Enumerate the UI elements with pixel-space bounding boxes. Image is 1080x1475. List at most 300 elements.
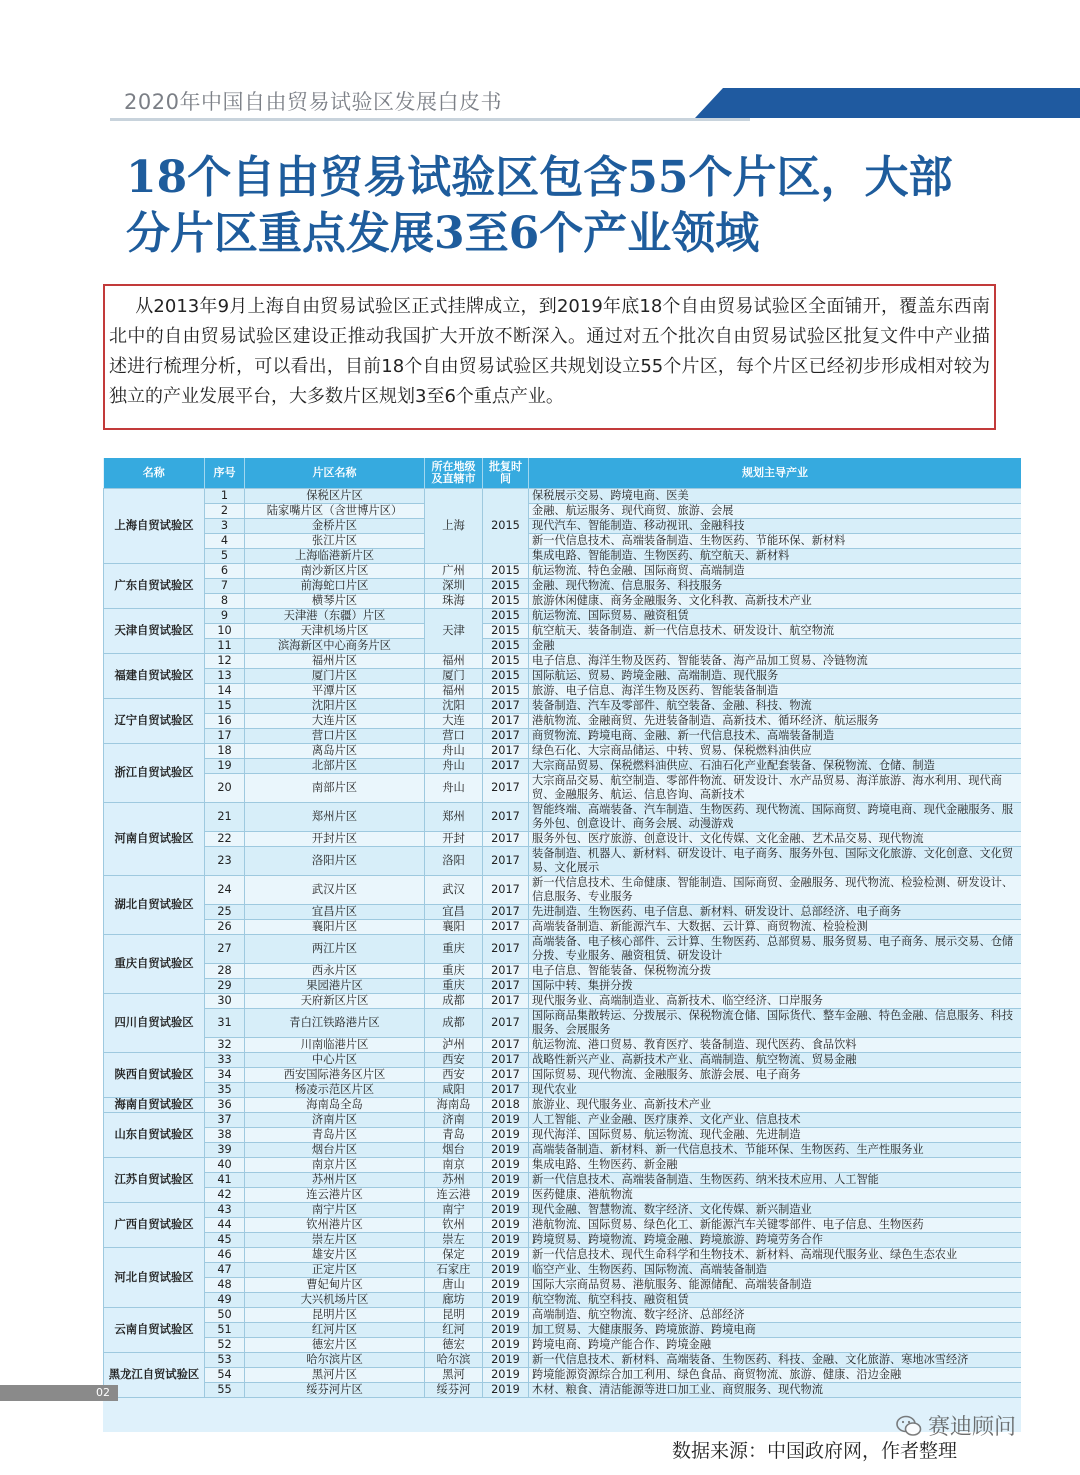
approval-year-cell: 2017	[483, 1038, 529, 1053]
area-index-cell: 33	[205, 1053, 245, 1068]
approval-year-cell: 2017	[483, 729, 529, 744]
city-cell: 重庆	[425, 935, 483, 964]
approval-year-cell: 2019	[483, 1248, 529, 1263]
approval-year-cell: 2019	[483, 1233, 529, 1248]
industries-cell: 金融、现代物流、信息服务、科技服务	[529, 579, 1022, 594]
table-row	[104, 1338, 1022, 1353]
table-row	[104, 1383, 1022, 1398]
zone-name-cell: 山东自贸试验区	[104, 1113, 205, 1158]
city-cell: 崇左	[425, 1233, 483, 1248]
table-row	[104, 1308, 1022, 1323]
industries-cell: 港航物流、国际贸易、绿色化工、新能源汽车关键零部件、电子信息、生物医药	[529, 1218, 1022, 1233]
city-cell: 洛阳	[425, 847, 483, 876]
approval-year-cell: 2019	[483, 1218, 529, 1233]
table-row	[104, 1203, 1022, 1218]
industries-cell: 智能终端、高端装备、汽车制造、生物医药、现代物流、国际商贸、跨境电商、现代金融服务、服务外包、创意设计、商务会展、动漫游戏	[529, 803, 1022, 832]
area-name-cell: 滨海新区中心商务片区	[245, 639, 425, 654]
area-name-cell: 西安国际港务区片区	[245, 1068, 425, 1083]
city-cell: 重庆	[425, 979, 483, 994]
approval-year-cell: 2017	[483, 714, 529, 729]
area-name-cell: 襄阳片区	[245, 920, 425, 935]
table-row	[104, 876, 1022, 905]
area-index-cell: 52	[205, 1338, 245, 1353]
header-area-name: 片区名称	[245, 458, 425, 489]
area-name-cell: 南沙新区片区	[245, 564, 425, 579]
table-row	[104, 1038, 1022, 1053]
approval-year-cell: 2019	[483, 1323, 529, 1338]
industries-cell: 国际大宗商品贸易、港航服务、能源储配、高端装备制造	[529, 1278, 1022, 1293]
area-index-cell: 11	[205, 639, 245, 654]
approval-year-cell: 2019	[483, 1293, 529, 1308]
city-cell: 哈尔滨	[425, 1353, 483, 1368]
table-row	[104, 624, 1022, 639]
table-row	[104, 654, 1022, 669]
city-cell: 天津	[425, 609, 483, 654]
header-approval-year: 批复时间	[483, 458, 529, 489]
area-index-cell: 45	[205, 1233, 245, 1248]
table-row	[104, 1323, 1022, 1338]
industries-cell: 医药健康、港航物流	[529, 1188, 1022, 1203]
header-rule	[110, 118, 750, 121]
table-row	[104, 564, 1022, 579]
table-row	[104, 1009, 1022, 1038]
header-index: 序号	[205, 458, 245, 489]
area-name-cell: 天津机场片区	[245, 624, 425, 639]
approval-year-cell: 2019	[483, 1263, 529, 1278]
city-cell: 廊坊	[425, 1293, 483, 1308]
industries-cell: 国际商品集散转运、分拨展示、保税物流仓储、国际货代、整车金融、特色金融、信息服务、科技服务、会展服务	[529, 1009, 1022, 1038]
industries-cell: 国际航运、贸易、跨境金融、高端制造、现代服务	[529, 669, 1022, 684]
industries-cell: 电子信息、智能装备、保税物流分拨	[529, 964, 1022, 979]
area-index-cell: 6	[205, 564, 245, 579]
table-row	[104, 1113, 1022, 1128]
approval-year-cell: 2017	[483, 1053, 529, 1068]
area-index-cell: 44	[205, 1218, 245, 1233]
area-index-cell: 20	[205, 774, 245, 803]
area-index-cell: 34	[205, 1068, 245, 1083]
area-name-cell: 离岛片区	[245, 744, 425, 759]
city-cell: 福州	[425, 684, 483, 699]
city-cell: 营口	[425, 729, 483, 744]
area-index-cell: 54	[205, 1368, 245, 1383]
table-row	[104, 519, 1022, 534]
city-cell: 成都	[425, 994, 483, 1009]
area-index-cell: 18	[205, 744, 245, 759]
area-name-cell: 德宏片区	[245, 1338, 425, 1353]
city-cell: 福州	[425, 654, 483, 669]
area-name-cell: 宜昌片区	[245, 905, 425, 920]
approval-year-cell: 2015	[483, 489, 529, 564]
zone-name-cell: 天津自贸试验区	[104, 609, 205, 654]
header-industries: 规划主导产业	[529, 458, 1022, 489]
table-row	[104, 1263, 1022, 1278]
approval-year-cell: 2019	[483, 1338, 529, 1353]
title-line-1: 18个自由贸易试验区包含55个片区，大部	[126, 152, 953, 203]
industries-cell: 大宗商品贸易、保税燃料油供应、石油石化产业配套装备、保税物流、仓储、制造	[529, 759, 1022, 774]
approval-year-cell: 2019	[483, 1353, 529, 1368]
table-row	[104, 684, 1022, 699]
table-row	[104, 920, 1022, 935]
area-name-cell: 横琴片区	[245, 594, 425, 609]
industries-cell: 集成电路、智能制造、生物医药、航空航天、新材料	[529, 549, 1022, 564]
ftz-table	[103, 458, 1021, 1398]
area-index-cell: 4	[205, 534, 245, 549]
city-cell: 保定	[425, 1248, 483, 1263]
approval-year-cell: 2015	[483, 684, 529, 699]
city-cell: 沈阳	[425, 699, 483, 714]
city-cell: 黑河	[425, 1368, 483, 1383]
industries-cell: 金融	[529, 639, 1022, 654]
table-row	[104, 964, 1022, 979]
approval-year-cell: 2015	[483, 624, 529, 639]
area-index-cell: 31	[205, 1009, 245, 1038]
table-row	[104, 847, 1022, 876]
approval-year-cell: 2019	[483, 1158, 529, 1173]
zone-name-cell: 重庆自贸试验区	[104, 935, 205, 994]
approval-year-cell: 2019	[483, 1128, 529, 1143]
area-index-cell: 16	[205, 714, 245, 729]
area-name-cell: 青白江铁路港片区	[245, 1009, 425, 1038]
area-index-cell: 30	[205, 994, 245, 1009]
city-cell: 南京	[425, 1158, 483, 1173]
area-index-cell: 47	[205, 1263, 245, 1278]
area-name-cell: 崇左片区	[245, 1233, 425, 1248]
city-cell: 昆明	[425, 1308, 483, 1323]
approval-year-cell: 2017	[483, 979, 529, 994]
area-index-cell: 35	[205, 1083, 245, 1098]
table-row	[104, 729, 1022, 744]
area-index-cell: 19	[205, 759, 245, 774]
area-index-cell: 9	[205, 609, 245, 624]
table-row	[104, 1098, 1022, 1113]
industries-cell: 高端装备制造、新材料、新一代信息技术、节能环保、生物医药、生产性服务业	[529, 1143, 1022, 1158]
city-cell: 宜昌	[425, 905, 483, 920]
area-name-cell: 天府新区片区	[245, 994, 425, 1009]
zone-name-cell: 湖北自贸试验区	[104, 876, 205, 935]
table-row	[104, 1128, 1022, 1143]
title-line-2: 分片区重点发展3至6个产业领域	[126, 208, 760, 259]
approval-year-cell: 2015	[483, 609, 529, 624]
industries-cell: 商贸物流、跨境电商、金融、新一代信息技术、高端装备制造	[529, 729, 1022, 744]
area-name-cell: 厦门片区	[245, 669, 425, 684]
table-row	[104, 803, 1022, 832]
table-row	[104, 744, 1022, 759]
approval-year-cell: 2017	[483, 1009, 529, 1038]
approval-year-cell: 2017	[483, 905, 529, 920]
approval-year-cell: 2019	[483, 1278, 529, 1293]
area-name-cell: 川南临港片区	[245, 1038, 425, 1053]
ftz-table-container	[103, 458, 1021, 1432]
approval-year-cell: 2017	[483, 699, 529, 714]
zone-name-cell: 四川自贸试验区	[104, 994, 205, 1053]
area-index-cell: 43	[205, 1203, 245, 1218]
industries-cell: 跨境贸易、跨境物流、跨境金融、跨境旅游、跨境劳务合作	[529, 1233, 1022, 1248]
table-row	[104, 534, 1022, 549]
area-name-cell: 杨凌示范区片区	[245, 1083, 425, 1098]
city-cell: 武汉	[425, 876, 483, 905]
area-name-cell: 绥芬河片区	[245, 1383, 425, 1398]
industries-cell: 航运物流、国际贸易、融资租赁	[529, 609, 1022, 624]
table-row	[104, 609, 1022, 624]
table-row	[104, 979, 1022, 994]
approval-year-cell: 2019	[483, 1308, 529, 1323]
area-index-cell: 46	[205, 1248, 245, 1263]
area-index-cell: 8	[205, 594, 245, 609]
zone-name-cell: 黑龙江自贸试验区	[104, 1353, 205, 1398]
area-name-cell: 上海临港新片区	[245, 549, 425, 564]
area-name-cell: 哈尔滨片区	[245, 1353, 425, 1368]
area-index-cell: 53	[205, 1353, 245, 1368]
approval-year-cell: 2017	[483, 744, 529, 759]
table-row	[104, 905, 1022, 920]
table-row	[104, 639, 1022, 654]
area-name-cell: 黑河片区	[245, 1368, 425, 1383]
area-name-cell: 昆明片区	[245, 1308, 425, 1323]
area-index-cell: 29	[205, 979, 245, 994]
industries-cell: 高端装备、电子核心部件、云计算、生物医药、总部贸易、服务贸易、电子商务、展示交易、仓储分拨、专业服务、融资租赁、研发设计	[529, 935, 1022, 964]
area-index-cell: 49	[205, 1293, 245, 1308]
approval-year-cell: 2019	[483, 1173, 529, 1188]
page-title	[126, 150, 976, 262]
area-name-cell: 中心片区	[245, 1053, 425, 1068]
area-index-cell: 21	[205, 803, 245, 832]
area-name-cell: 保税区片区	[245, 489, 425, 504]
zone-name-cell: 云南自贸试验区	[104, 1308, 205, 1353]
area-name-cell: 金桥片区	[245, 519, 425, 534]
area-index-cell: 28	[205, 964, 245, 979]
table-row	[104, 714, 1022, 729]
table-row	[104, 759, 1022, 774]
area-name-cell: 西永片区	[245, 964, 425, 979]
document-header-title: 2020年中国自由贸易试验区发展白皮书	[124, 90, 502, 114]
area-index-cell: 38	[205, 1128, 245, 1143]
city-cell: 烟台	[425, 1143, 483, 1158]
industries-cell: 加工贸易、大健康服务、跨境旅游、跨境电商	[529, 1323, 1022, 1338]
area-name-cell: 雄安片区	[245, 1248, 425, 1263]
city-cell: 厦门	[425, 669, 483, 684]
area-name-cell: 北部片区	[245, 759, 425, 774]
city-cell: 上海	[425, 489, 483, 564]
city-cell: 成都	[425, 1009, 483, 1038]
area-index-cell: 10	[205, 624, 245, 639]
area-name-cell: 曹妃甸片区	[245, 1278, 425, 1293]
industries-cell: 跨境能源资源综合加工利用、绿色食品、商贸物流、旅游、健康、沿边金融	[529, 1368, 1022, 1383]
table-row	[104, 1173, 1022, 1188]
industries-cell: 金融、航运服务、现代商贸、旅游、会展	[529, 504, 1022, 519]
zone-name-cell: 辽宁自贸试验区	[104, 699, 205, 744]
industries-cell: 港航物流、金融商贸、先进装备制造、高新技术、循环经济、航运服务	[529, 714, 1022, 729]
zone-name-cell: 福建自贸试验区	[104, 654, 205, 699]
industries-cell: 现代海洋、国际贸易、航运物流、现代金融、先进制造	[529, 1128, 1022, 1143]
table-row	[104, 935, 1022, 964]
area-name-cell: 连云港片区	[245, 1188, 425, 1203]
approval-year-cell: 2017	[483, 774, 529, 803]
approval-year-cell: 2017	[483, 1083, 529, 1098]
table-row	[104, 994, 1022, 1009]
area-index-cell: 13	[205, 669, 245, 684]
city-cell: 广州	[425, 564, 483, 579]
industries-cell: 新一代信息技术、新材料、高端装备、生物医药、科技、金融、文化旅游、寒地冰雪经济	[529, 1353, 1022, 1368]
approval-year-cell: 2019	[483, 1368, 529, 1383]
industries-cell: 战略性新兴产业、高新技术产业、高端制造、航空物流、贸易金融	[529, 1053, 1022, 1068]
area-name-cell: 营口片区	[245, 729, 425, 744]
city-cell: 青岛	[425, 1128, 483, 1143]
industries-cell: 旅游休闲健康、商务金融服务、文化科教、高新技术产业	[529, 594, 1022, 609]
area-name-cell: 平潭片区	[245, 684, 425, 699]
area-index-cell: 41	[205, 1173, 245, 1188]
area-index-cell: 26	[205, 920, 245, 935]
table-row	[104, 504, 1022, 519]
approval-year-cell: 2017	[483, 964, 529, 979]
header-accent-band	[695, 88, 1080, 118]
industries-cell: 装备制造、机器人、新材料、研发设计、电子商务、服务外包、国际文化旅游、文化创意、文化贸易、文化展示	[529, 847, 1022, 876]
industries-cell: 航空航天、装备制造、新一代信息技术、研发设计、航空物流	[529, 624, 1022, 639]
table-row	[104, 1068, 1022, 1083]
city-cell: 泸州	[425, 1038, 483, 1053]
industries-cell: 木材、粮食、清洁能源等进口加工业、商贸服务、现代物流	[529, 1383, 1022, 1398]
industries-cell: 现代服务业、高端制造业、高新技术、临空经济、口岸服务	[529, 994, 1022, 1009]
area-index-cell: 1	[205, 489, 245, 504]
area-index-cell: 55	[205, 1383, 245, 1398]
industries-cell: 绿色石化、大宗商品储运、中转、贸易、保税燃料油供应	[529, 744, 1022, 759]
area-index-cell: 23	[205, 847, 245, 876]
approval-year-cell: 2017	[483, 832, 529, 847]
zone-name-cell: 上海自贸试验区	[104, 489, 205, 564]
watermark-text: 赛迪顾问	[928, 1415, 1017, 1440]
approval-year-cell: 2017	[483, 876, 529, 905]
table-row	[104, 1218, 1022, 1233]
header-city: 所在地级及直辖市	[425, 458, 483, 489]
table-row	[104, 1293, 1022, 1308]
industries-cell: 电子信息、海洋生物及医药、智能装备、海产品加工贸易、冷链物流	[529, 654, 1022, 669]
city-cell: 济南	[425, 1113, 483, 1128]
industries-cell: 航运物流、港口贸易、教育医疗、装备制造、现代医药、食品饮料	[529, 1038, 1022, 1053]
table-row	[104, 1053, 1022, 1068]
area-name-cell: 武汉片区	[245, 876, 425, 905]
area-index-cell: 2	[205, 504, 245, 519]
area-name-cell: 天津港（东疆）片区	[245, 609, 425, 624]
table-row	[104, 699, 1022, 714]
city-cell: 开封	[425, 832, 483, 847]
industries-cell: 高端制造、航空物流、数字经济、总部经济	[529, 1308, 1022, 1323]
industries-cell: 国际贸易、现代物流、金融服务、旅游会展、电子商务	[529, 1068, 1022, 1083]
industries-cell: 航空物流、航空科技、融资租赁	[529, 1293, 1022, 1308]
city-cell: 舟山	[425, 759, 483, 774]
industries-cell: 服务外包、医疗旅游、创意设计、文化传媒、文化金融、艺术品交易、现代物流	[529, 832, 1022, 847]
zone-name-cell: 陕西自贸试验区	[104, 1053, 205, 1098]
area-index-cell: 42	[205, 1188, 245, 1203]
area-index-cell: 22	[205, 832, 245, 847]
industries-cell: 新一代信息技术、高端装备制造、生物医药、纳米技术应用、人工智能	[529, 1173, 1022, 1188]
wechat-icon	[896, 1415, 922, 1437]
city-cell: 襄阳	[425, 920, 483, 935]
approval-year-cell: 2015	[483, 594, 529, 609]
table-row	[104, 579, 1022, 594]
area-index-cell: 48	[205, 1278, 245, 1293]
header-zone-name: 名称	[104, 458, 205, 489]
area-name-cell: 南京片区	[245, 1158, 425, 1173]
area-name-cell: 海南岛全岛	[245, 1098, 425, 1113]
table-row	[104, 774, 1022, 803]
city-cell: 郑州	[425, 803, 483, 832]
table-row	[104, 1233, 1022, 1248]
city-cell: 大连	[425, 714, 483, 729]
area-index-cell: 7	[205, 579, 245, 594]
approval-year-cell: 2017	[483, 994, 529, 1009]
area-name-cell: 福州片区	[245, 654, 425, 669]
city-cell: 唐山	[425, 1278, 483, 1293]
industries-cell: 新一代信息技术、现代生命科学和生物技术、新材料、高端现代服务业、绿色生态农业	[529, 1248, 1022, 1263]
industries-cell: 高端装备制造、新能源汽车、大数据、云计算、商贸物流、检验检测	[529, 920, 1022, 935]
area-name-cell: 钦州港片区	[245, 1218, 425, 1233]
approval-year-cell: 2019	[483, 1383, 529, 1398]
industries-cell: 新一代信息技术、生命健康、智能制造、国际商贸、金融服务、现代物流、检验检测、研发设计、信息服务、专业服务	[529, 876, 1022, 905]
area-index-cell: 39	[205, 1143, 245, 1158]
area-index-cell: 17	[205, 729, 245, 744]
city-cell: 深圳	[425, 579, 483, 594]
intro-paragraph	[103, 284, 996, 430]
data-source-note: 数据来源：中国政府网，作者整理	[672, 1440, 958, 1462]
approval-year-cell: 2017	[483, 1068, 529, 1083]
city-cell: 连云港	[425, 1188, 483, 1203]
zone-name-cell: 海南自贸试验区	[104, 1098, 205, 1113]
city-cell: 海南岛	[425, 1098, 483, 1113]
area-index-cell: 24	[205, 876, 245, 905]
area-name-cell: 苏州片区	[245, 1173, 425, 1188]
city-cell: 舟山	[425, 744, 483, 759]
approval-year-cell: 2017	[483, 803, 529, 832]
area-name-cell: 两江片区	[245, 935, 425, 964]
table-row	[104, 1278, 1022, 1293]
area-name-cell: 张江片区	[245, 534, 425, 549]
industries-cell: 临空产业、生物医药、国际物流、高端装备制造	[529, 1263, 1022, 1278]
industries-cell: 新一代信息技术、高端装备制造、生物医药、节能环保、新材料	[529, 534, 1022, 549]
area-name-cell: 红河片区	[245, 1323, 425, 1338]
approval-year-cell: 2017	[483, 847, 529, 876]
area-index-cell: 14	[205, 684, 245, 699]
industries-cell: 现代汽车、智能制造、移动视讯、金融科技	[529, 519, 1022, 534]
industries-cell: 集成电路、生物医药、新金融	[529, 1158, 1022, 1173]
city-cell: 石家庄	[425, 1263, 483, 1278]
city-cell: 珠海	[425, 594, 483, 609]
approval-year-cell: 2015	[483, 564, 529, 579]
industries-cell: 人工智能、产业金融、医疗康养、文化产业、信息技术	[529, 1113, 1022, 1128]
approval-year-cell: 2015	[483, 669, 529, 684]
area-name-cell: 南部片区	[245, 774, 425, 803]
area-index-cell: 12	[205, 654, 245, 669]
area-name-cell: 开封片区	[245, 832, 425, 847]
approval-year-cell: 2015	[483, 639, 529, 654]
approval-year-cell: 2017	[483, 920, 529, 935]
city-cell: 舟山	[425, 774, 483, 803]
area-index-cell: 36	[205, 1098, 245, 1113]
industries-cell: 国际中转、集拼分拨	[529, 979, 1022, 994]
zone-name-cell: 广西自贸试验区	[104, 1203, 205, 1248]
table-row	[104, 1188, 1022, 1203]
approval-year-cell: 2015	[483, 654, 529, 669]
industries-cell: 先进制造、生物医药、电子信息、新材料、研发设计、总部经济、电子商务	[529, 905, 1022, 920]
area-name-cell: 郑州片区	[245, 803, 425, 832]
industries-cell: 旅游、电子信息、海洋生物及医药、智能装备制造	[529, 684, 1022, 699]
industries-cell: 现代金融、智慧物流、数字经济、文化传媒、新兴制造业	[529, 1203, 1022, 1218]
approval-year-cell: 2019	[483, 1188, 529, 1203]
city-cell: 重庆	[425, 964, 483, 979]
table-row	[104, 1143, 1022, 1158]
area-name-cell: 南宁片区	[245, 1203, 425, 1218]
city-cell: 红河	[425, 1323, 483, 1338]
industries-cell: 旅游业、现代服务业、高新技术产业	[529, 1098, 1022, 1113]
approval-year-cell: 2019	[483, 1113, 529, 1128]
